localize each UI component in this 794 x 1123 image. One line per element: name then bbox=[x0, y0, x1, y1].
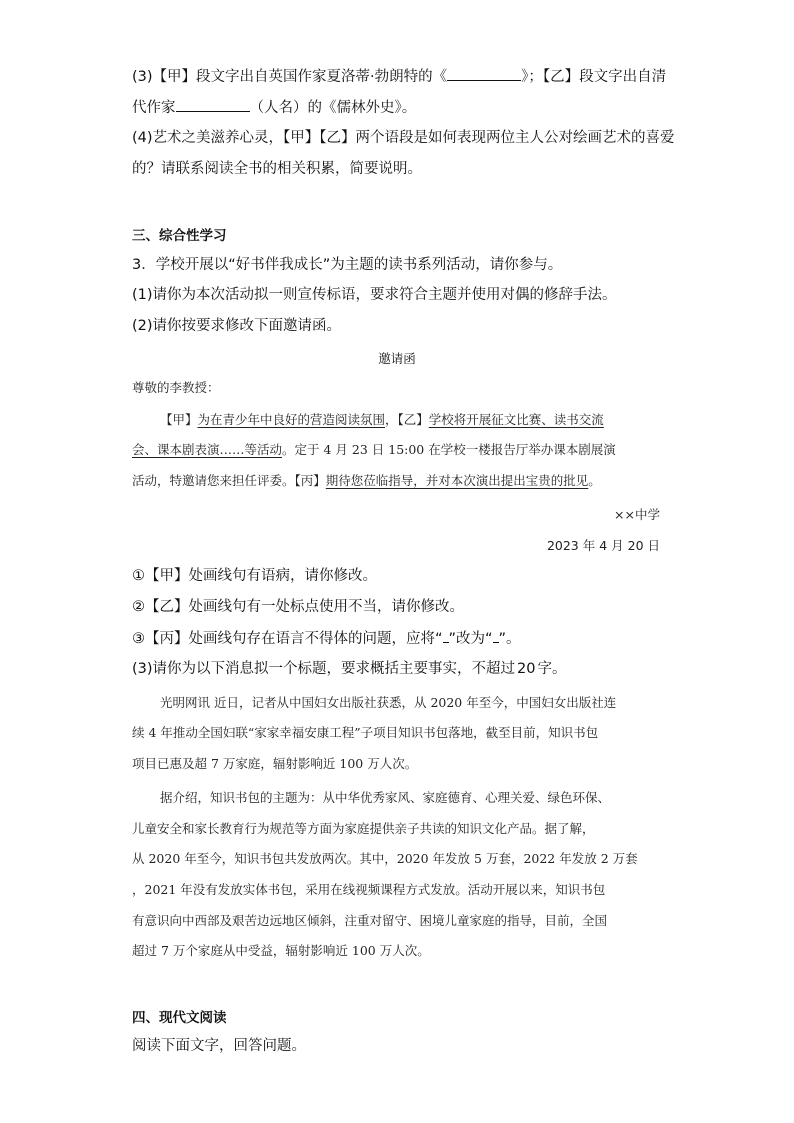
section-3-intro: 3．学校开展以“好书伴我成长”为主题的读书系列活动，请你参与。 bbox=[132, 257, 563, 273]
jia-underlined-sentence: 为在青少年中良好的营造阅读氛围 bbox=[197, 412, 386, 427]
jia-tag: 【甲】 bbox=[160, 412, 198, 427]
news-p2-line-2: 儿童安全和家长教育行为规范等方面为家庭提供亲子共读的知识文化产品。据了解， bbox=[132, 821, 595, 836]
section-3-sub3 bbox=[132, 659, 567, 679]
letter-line-2-rest: 。定于 4 月 23 日 15:00 在学校一楼报告厅举办课本剧展演 bbox=[282, 442, 616, 457]
task-3 bbox=[132, 628, 521, 649]
news-p1-line-1: 光明网讯 近日，记者从中国妇女出版社获悉，从 2020 年至今，中国妇女出版社连 bbox=[160, 695, 617, 710]
letter-line-3-end: 。 bbox=[588, 473, 601, 488]
news-p2-line-3: 从 2020 年至今，知识书包共发放两次。其中，2020 年发放 5 万套，2022 年发放 2 万套 bbox=[132, 851, 638, 866]
task-3-text-a: ③【丙】处画线句存在语言不得体的问题，应将“ bbox=[132, 631, 443, 647]
question-4-line-2: 的？请联系阅读全书的相关积累，简要说明。 bbox=[132, 161, 422, 177]
yi-underlined-sentence-2: 会、课本剧表演……等活动 bbox=[132, 442, 283, 457]
letter-signature: ××中学 bbox=[614, 507, 660, 522]
answer-blank-book-title[interactable] bbox=[447, 66, 521, 81]
q3-text-b: 》；【乙】段文字出自清 bbox=[521, 69, 667, 85]
question-4-line-1: (4)艺术之美滋养心灵，【甲】【乙】两个语段是如何表现两位主人公对绘画艺术的喜爱 bbox=[132, 130, 675, 146]
answer-blank-author[interactable] bbox=[176, 97, 250, 112]
q3-text-d: （人名）的《儒林外史》。 bbox=[249, 100, 417, 116]
bing-underlined-sentence: 期待您莅临指导，并对本次演出提出宝贵的批见 bbox=[325, 473, 589, 488]
letter-salutation: 尊敬的李教授： bbox=[132, 380, 220, 395]
question-3-line-2 bbox=[132, 97, 416, 118]
letter-line-2 bbox=[132, 440, 616, 460]
news-p1-line-3: 项目已惠及超 7 万家庭，辐射影响近 100 万人次。 bbox=[132, 756, 418, 771]
section-3-sub1: (1)请你为本次活动拟一则宣传标语，要求符合主题并使用对偶的修辞手法。 bbox=[132, 287, 617, 303]
section-3-heading: 三、综合性学习 bbox=[132, 228, 227, 244]
letter-line-1 bbox=[160, 410, 604, 430]
task-1: ①【甲】处画线句有语病，请你修改。 bbox=[132, 568, 377, 584]
sub3-text-b: 字。 bbox=[537, 661, 567, 677]
letter-line-3 bbox=[132, 471, 601, 491]
q3-text-a: (3)【甲】段文字出自英国作家夏洛蒂·勃朗特的《 bbox=[132, 69, 448, 85]
sub3-text-a: (3)请你为以下消息拟一个标题，要求概括主要事实，不超过 bbox=[132, 661, 516, 677]
task-2: ②【乙】处画线句有一处标点使用不当，请你修改。 bbox=[132, 599, 464, 615]
news-p2-line-1: 据介绍，知识书包的主题为：从中华优秀家风、家庭德育、心理关爱、绿色环保、 bbox=[160, 790, 611, 805]
question-3-line-1 bbox=[132, 66, 666, 87]
yi-tag: ，【乙】 bbox=[385, 412, 429, 427]
section-4-heading: 四、现代文阅读 bbox=[132, 1010, 227, 1026]
task-3-text-c: ”。 bbox=[498, 631, 521, 647]
sub3-word-limit: 20 bbox=[517, 661, 536, 677]
yi-underlined-sentence-1: 学校将开展征文比赛、读书交流 bbox=[428, 412, 604, 427]
letter-line-3-start: 活动，特邀请您来担任评委。 bbox=[132, 473, 295, 488]
letter-title: 邀请函 bbox=[378, 351, 416, 366]
news-p2-line-4: ，2021 年没有发放实体书包，采用在线视频课程方式发放。活动开展以来，知识书包 bbox=[132, 882, 606, 897]
section-3-sub2: (2)请你按要求修改下面邀请函。 bbox=[132, 318, 342, 334]
letter-date: 2023 年 4 月 20 日 bbox=[546, 538, 660, 553]
section-4-intro: 阅读下面文字，回答问题。 bbox=[132, 1038, 306, 1054]
task-3-text-b: ”改为“ bbox=[448, 631, 493, 647]
news-p2-line-6: 超过 7 万个家庭从中受益，辐射影响近 100 万人次。 bbox=[132, 943, 430, 958]
q3-text-c: 代作家 bbox=[132, 100, 176, 116]
bing-tag: 【丙】 bbox=[294, 473, 326, 488]
news-p2-line-5: 有意识向中西部及艰苦边远地区倾斜，注重对留守、困境儿童家庭的指导，目前，全国 bbox=[132, 913, 608, 928]
news-p1-line-2: 续 4 年推动全国妇联“家家幸福安康工程”子项目知识书包落地，截至目前，知识书包 bbox=[132, 725, 599, 740]
